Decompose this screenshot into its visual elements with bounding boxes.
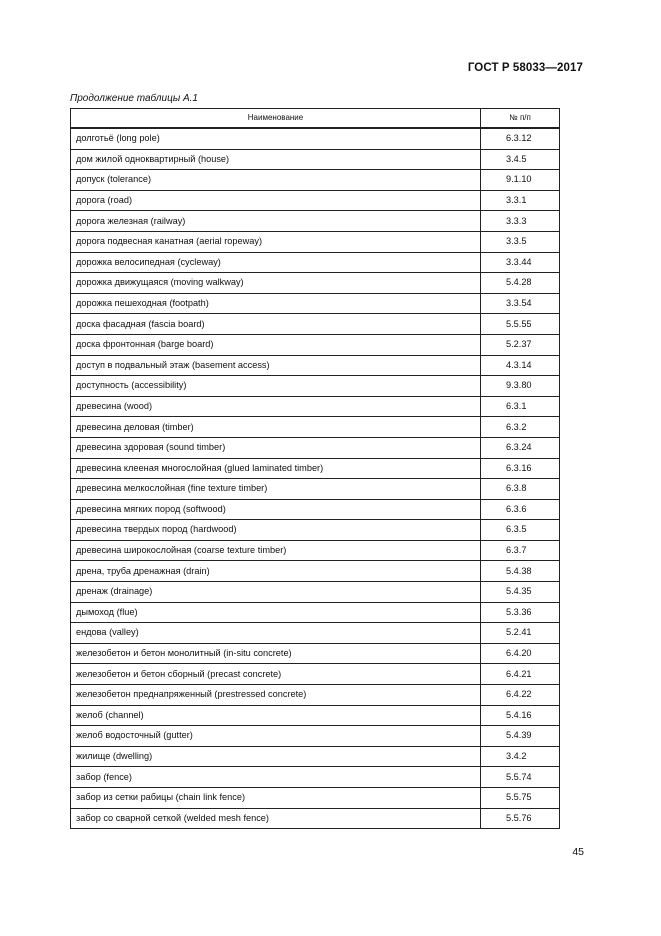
term-name-cell: древесина здоровая (sound timber): [71, 437, 481, 458]
term-name-cell: древесина твердых пород (hardwood): [71, 520, 481, 541]
table-row: [71, 582, 560, 603]
term-number-cell: 6.3.1: [481, 396, 560, 417]
term-name-cell: желоб (channel): [71, 705, 481, 726]
table-row: [71, 788, 560, 809]
term-number-cell: 5.2.37: [481, 334, 560, 355]
term-name-cell: древесина мягких пород (softwood): [71, 499, 481, 520]
table-header-row: [71, 109, 560, 129]
table-caption: Продолжение таблицы А.1: [70, 93, 198, 104]
term-number-cell: 5.2.41: [481, 623, 560, 644]
table-row: [71, 623, 560, 644]
term-number-cell: 6.3.7: [481, 540, 560, 561]
table-row: [71, 520, 560, 541]
term-name-cell: допуск (tolerance): [71, 170, 481, 191]
term-number-cell: 6.3.16: [481, 458, 560, 479]
term-name-cell: жилище (dwelling): [71, 746, 481, 767]
term-number-cell: 5.4.28: [481, 273, 560, 294]
term-name-cell: древесина клееная многослойная (glued laminated timber): [71, 458, 481, 479]
term-name-cell: доступность (accessibility): [71, 376, 481, 397]
term-name-cell: дренаж (drainage): [71, 582, 481, 603]
term-name-cell: дом жилой одноквартирный (house): [71, 149, 481, 170]
term-name-cell: железобетон и бетон монолитный (in-situ concrete): [71, 643, 481, 664]
table-row: [71, 252, 560, 273]
table-row: [71, 231, 560, 252]
term-number-cell: 9.1.10: [481, 170, 560, 191]
term-number-cell: 3.3.1: [481, 190, 560, 211]
column-header-name: Наименование: [71, 109, 481, 129]
table-row: [71, 314, 560, 335]
term-number-cell: 6.3.2: [481, 417, 560, 438]
table-row: [71, 170, 560, 191]
term-number-cell: 3.3.5: [481, 231, 560, 252]
term-name-cell: древесина широкослойная (coarse texture timber): [71, 540, 481, 561]
term-name-cell: древесина деловая (timber): [71, 417, 481, 438]
table-row: [71, 643, 560, 664]
term-number-cell: 5.4.38: [481, 561, 560, 582]
term-name-cell: желоб водосточный (gutter): [71, 726, 481, 747]
table-body: [71, 128, 560, 829]
term-number-cell: 5.4.16: [481, 705, 560, 726]
term-name-cell: дорога железная (railway): [71, 211, 481, 232]
table-row: [71, 211, 560, 232]
term-number-cell: 5.3.36: [481, 602, 560, 623]
table-row: [71, 190, 560, 211]
term-number-cell: 5.5.75: [481, 788, 560, 809]
term-name-cell: дорога подвесная канатная (aerial ropeway): [71, 231, 481, 252]
term-name-cell: доска фасадная (fascia board): [71, 314, 481, 335]
table-row: [71, 376, 560, 397]
table-row: [71, 458, 560, 479]
term-number-cell: 5.4.35: [481, 582, 560, 603]
term-number-cell: 6.4.22: [481, 685, 560, 706]
table-row: [71, 602, 560, 623]
term-name-cell: дымоход (flue): [71, 602, 481, 623]
table-row: [71, 437, 560, 458]
table-row: [71, 726, 560, 747]
terms-table: [70, 108, 560, 829]
term-number-cell: 6.3.6: [481, 499, 560, 520]
term-number-cell: 3.3.54: [481, 293, 560, 314]
term-number-cell: 3.3.3: [481, 211, 560, 232]
term-name-cell: ендова (valley): [71, 623, 481, 644]
term-name-cell: забор (fence): [71, 767, 481, 788]
table-row: [71, 273, 560, 294]
term-number-cell: 5.5.55: [481, 314, 560, 335]
table-row: [71, 540, 560, 561]
term-name-cell: дорожка велосипедная (cycleway): [71, 252, 481, 273]
term-number-cell: 6.4.20: [481, 643, 560, 664]
term-number-cell: 3.4.2: [481, 746, 560, 767]
term-number-cell: 6.3.5: [481, 520, 560, 541]
table-row: [71, 293, 560, 314]
term-name-cell: забор из сетки рабицы (chain link fence): [71, 788, 481, 809]
term-name-cell: дорожка пешеходная (footpath): [71, 293, 481, 314]
term-number-cell: 5.5.74: [481, 767, 560, 788]
table-row: [71, 355, 560, 376]
term-number-cell: 9.3.80: [481, 376, 560, 397]
column-header-number: № п/п: [481, 109, 560, 129]
table-row: [71, 479, 560, 500]
table-row: [71, 705, 560, 726]
term-number-cell: 4.3.14: [481, 355, 560, 376]
table-row: [71, 128, 560, 149]
term-name-cell: дрена, труба дренажная (drain): [71, 561, 481, 582]
term-name-cell: доступ в подвальный этаж (basement access): [71, 355, 481, 376]
term-number-cell: 5.4.39: [481, 726, 560, 747]
term-name-cell: забор со сварной сеткой (welded mesh fence): [71, 808, 481, 829]
table-row: [71, 664, 560, 685]
table-row: [71, 396, 560, 417]
term-name-cell: дорога (road): [71, 190, 481, 211]
table-row: [71, 746, 560, 767]
term-name-cell: доска фронтонная (barge board): [71, 334, 481, 355]
table-row: [71, 417, 560, 438]
term-name-cell: долготьё (long pole): [71, 128, 481, 149]
term-number-cell: 5.5.76: [481, 808, 560, 829]
term-number-cell: 6.3.8: [481, 479, 560, 500]
table-row: [71, 334, 560, 355]
table-row: [71, 767, 560, 788]
table-row: [71, 499, 560, 520]
table-row: [71, 561, 560, 582]
term-number-cell: 6.3.24: [481, 437, 560, 458]
table-row: [71, 808, 560, 829]
term-name-cell: древесина (wood): [71, 396, 481, 417]
page-number: 45: [572, 846, 584, 858]
table-row: [71, 149, 560, 170]
term-number-cell: 3.3.44: [481, 252, 560, 273]
table-header: [71, 109, 560, 129]
term-name-cell: железобетон преднапряженный (prestressed concrete): [71, 685, 481, 706]
table-row: [71, 685, 560, 706]
term-name-cell: дорожка движущаяся (moving walkway): [71, 273, 481, 294]
term-number-cell: 3.4.5: [481, 149, 560, 170]
term-name-cell: древесина мелкослойная (fine texture timber): [71, 479, 481, 500]
document-code: ГОСТ Р 58033—2017: [467, 62, 583, 74]
term-number-cell: 6.3.12: [481, 128, 560, 149]
term-name-cell: железобетон и бетон сборный (precast concrete): [71, 664, 481, 685]
term-number-cell: 6.4.21: [481, 664, 560, 685]
